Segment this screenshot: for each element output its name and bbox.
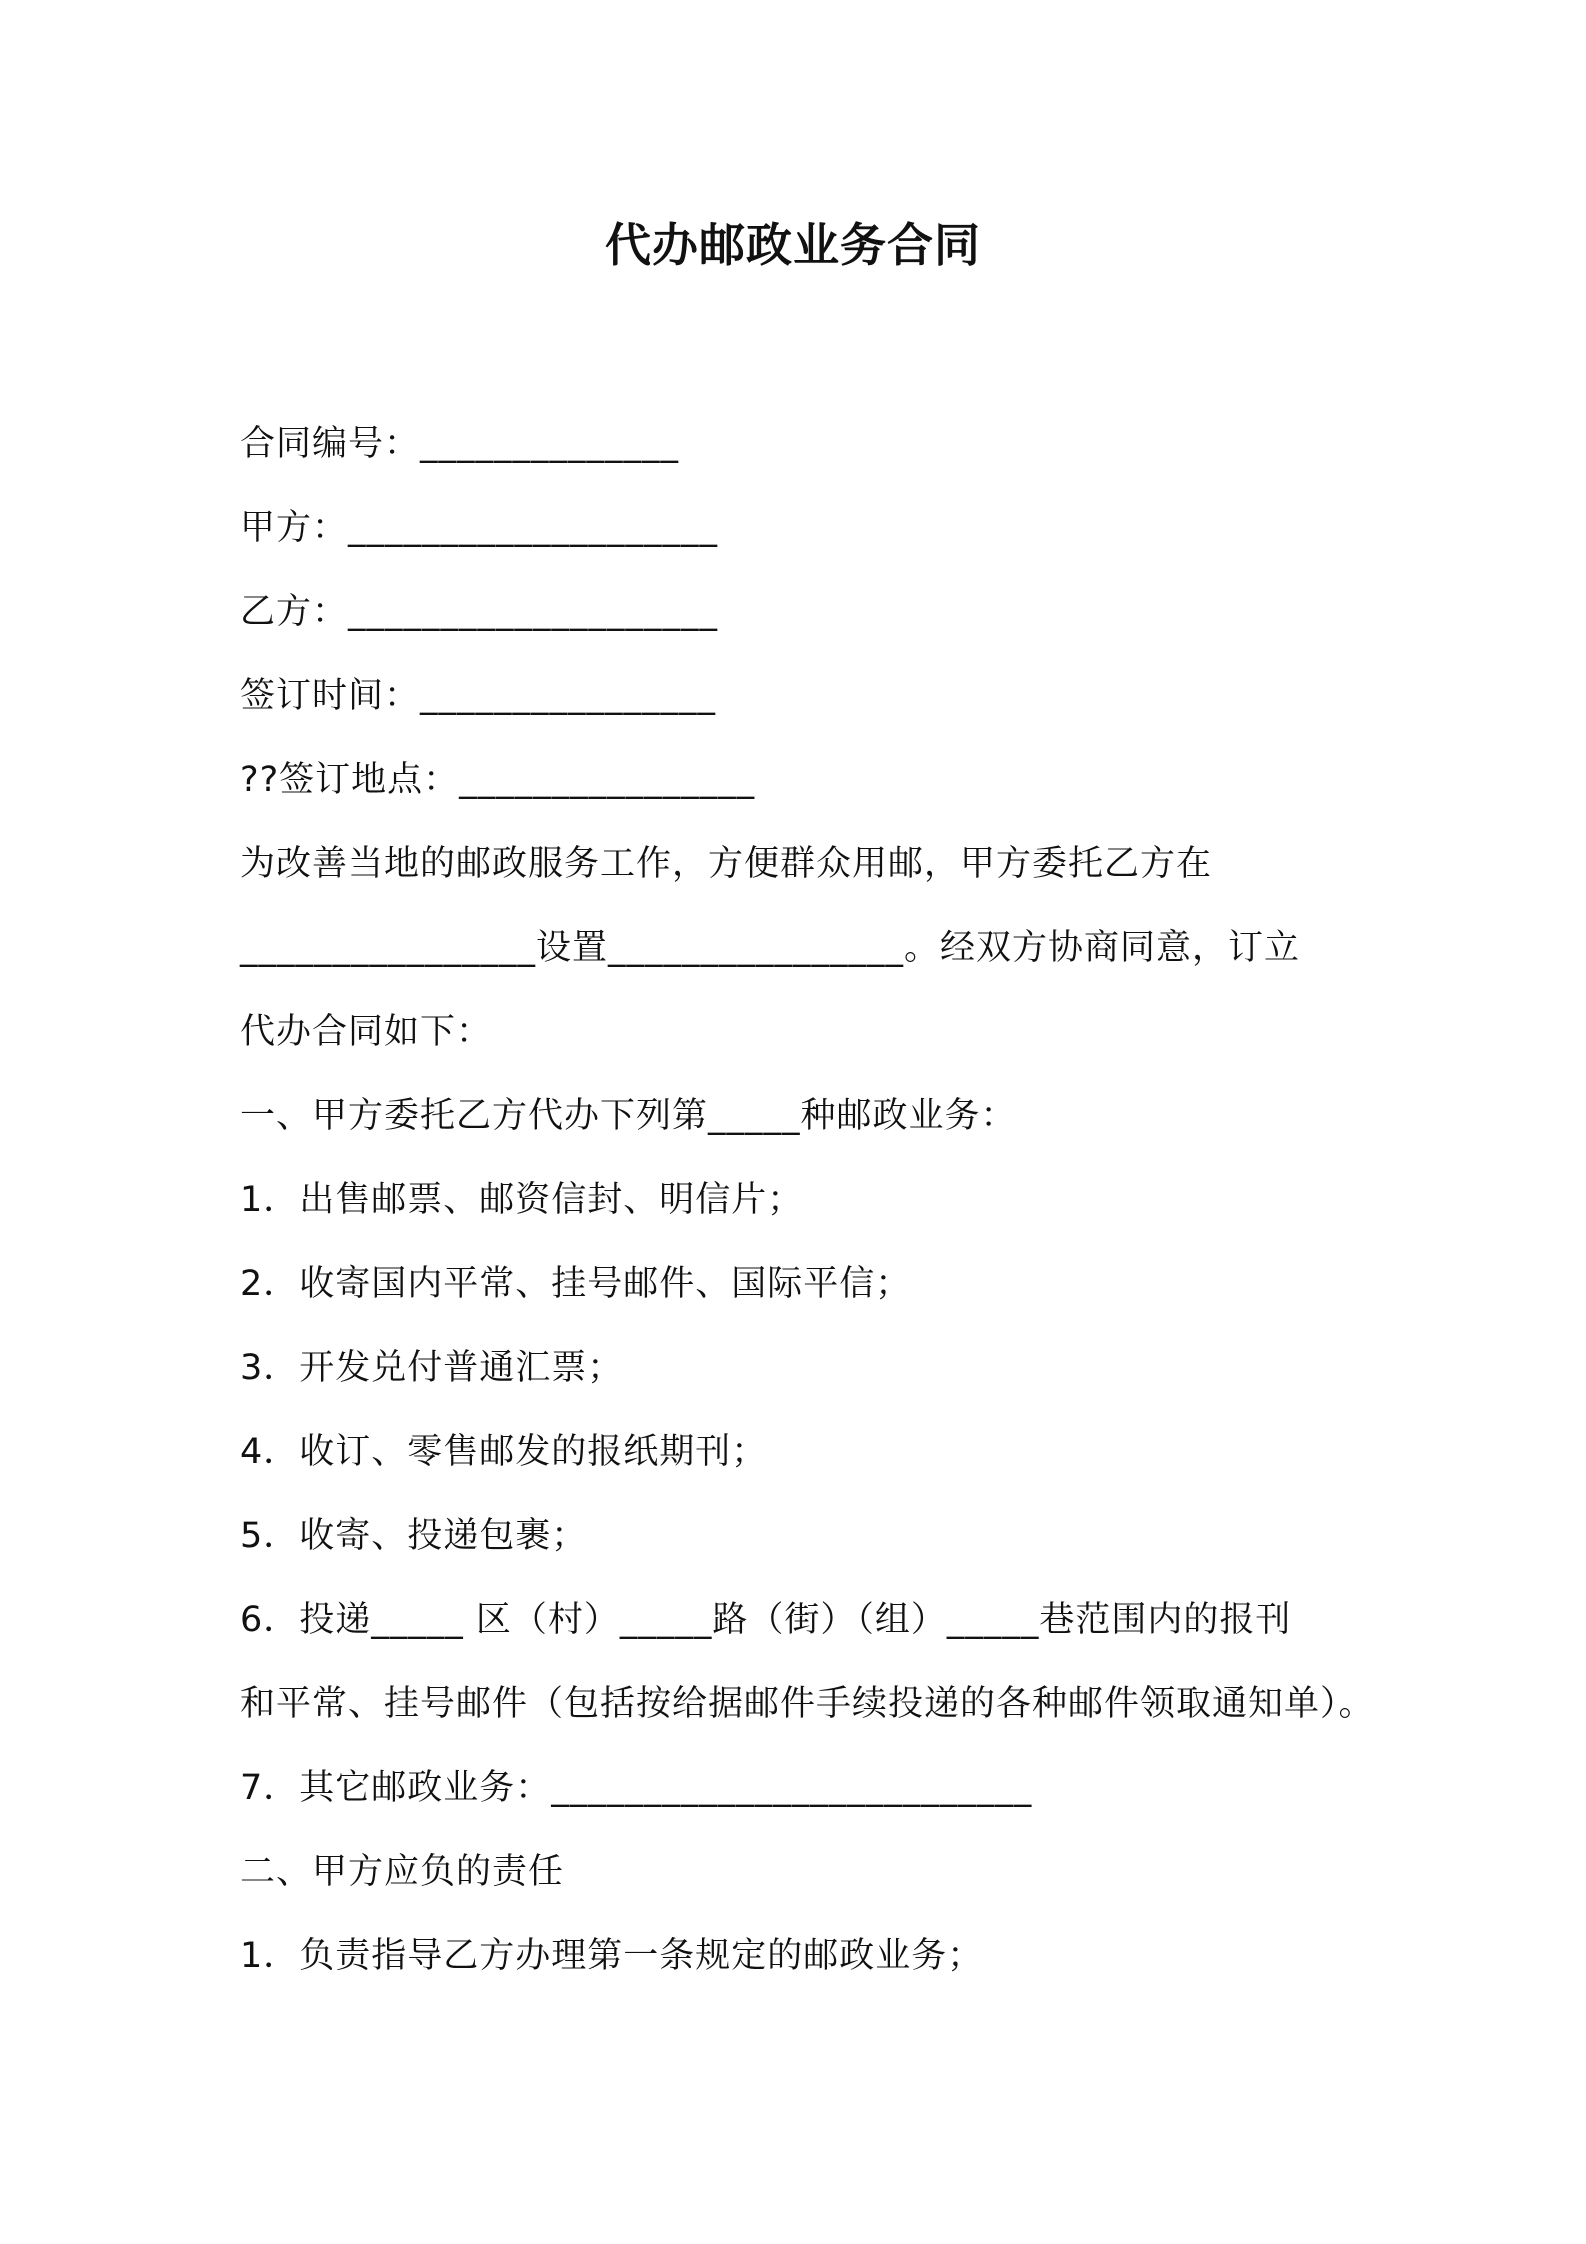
signing-place-line: ??签订地点：________________ [240,760,756,800]
party-a-line: 甲方：____________________ [240,508,719,548]
list-item: 1．出售邮票、邮资信封、明信片； [240,1180,804,1220]
section-heading: 一、甲方委托乙方代办下列第_____种邮政业务： [240,1096,1017,1136]
list-item: 5．收寄、投递包裹； [240,1516,588,1556]
paragraph-line: 为改善当地的邮政服务工作，方便群众用邮，甲方委托乙方在 [240,844,1213,884]
list-item: 1．负责指导乙方办理第一条规定的邮政业务； [240,1936,984,1976]
list-item: 7．其它邮政业务：__________________________ [240,1768,1033,1808]
contract-number-line: 合同编号：______________ [240,424,680,464]
signing-time-line: 签订时间：________________ [240,676,717,716]
paragraph-line: 代办合同如下： [240,1012,493,1052]
list-item-continuation: 和平常、挂号邮件（包括按给据邮件手续投递的各种邮件领取通知单）。 [240,1684,1375,1724]
party-b-line: 乙方：____________________ [240,592,719,632]
list-item: 6．投递_____ 区（村）_____路（街）（组）_____巷范围内的报刊 [240,1600,1292,1640]
list-item: 3．开发兑付普通汇票； [240,1348,624,1388]
paragraph-line: ________________设置________________。经双方协商同意，订立 [240,928,1301,968]
list-item: 2．收寄国内平常、挂号邮件、国际平信； [240,1264,912,1304]
document-body [240,402,1400,1998]
document-title: 代办邮政业务合同 [605,218,981,272]
section-heading: 二、甲方应负的责任 [240,1852,565,1892]
list-item: 4．收订、零售邮发的报纸期刊； [240,1432,768,1472]
